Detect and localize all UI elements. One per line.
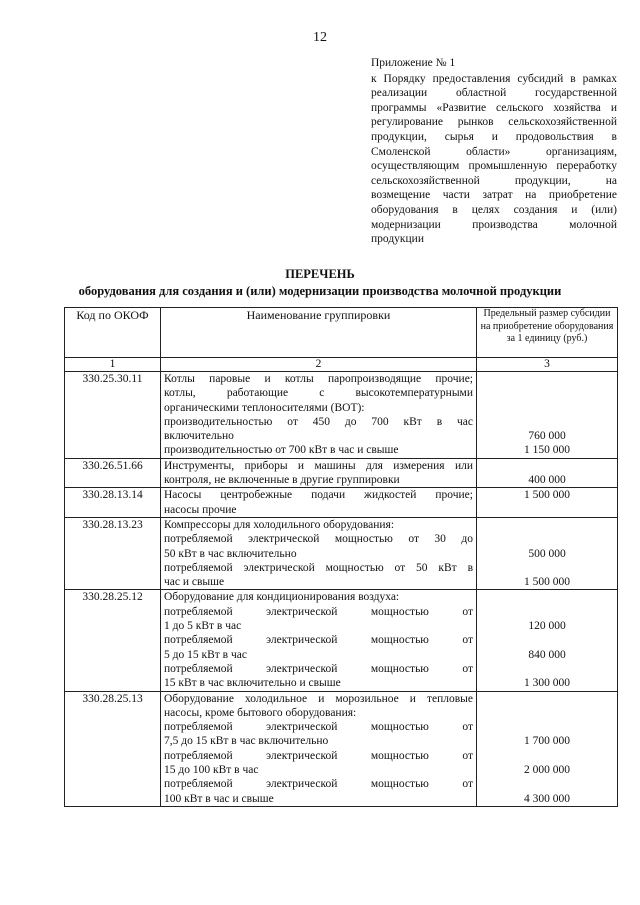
appendix-block <box>371 56 617 247</box>
group-name-line: потребляемой электрической мощностью от <box>164 721 473 734</box>
group-name-line: потребляемой электрической мощностью от 30 до <box>164 533 473 546</box>
subsidy-limit <box>477 488 618 518</box>
group-name <box>161 590 477 691</box>
header-name: Наименование группировки <box>161 308 477 358</box>
subsidy-value: 500 000 <box>528 547 566 560</box>
group-name-line: 50 кВт в час включительно <box>164 547 297 560</box>
group-name-line: Насосы центробежные подачи жидкостей прочие; <box>164 489 473 502</box>
subsidy-blank <box>480 706 614 720</box>
group-name <box>161 488 477 518</box>
table-row <box>65 517 618 589</box>
subsidy-blank <box>480 777 614 791</box>
appendix-line: модернизации производства молочной <box>371 218 617 231</box>
column-number: 3 <box>477 358 618 372</box>
okof-code: 330.28.25.12 <box>65 590 161 691</box>
subsidy-value: 760 000 <box>528 430 566 443</box>
group-name-line: 5 до 15 кВт в час <box>164 648 247 661</box>
table-body <box>65 372 618 807</box>
appendix-line: возмещение части затрат на приобретение <box>371 189 617 202</box>
group-name-line: включительно <box>164 430 234 443</box>
group-name-line: производительностью от 700 кВт в час и свыше <box>164 444 399 457</box>
group-name-line: Котлы паровые и котлы паропроизводящие прочие; <box>164 373 473 385</box>
group-name-line: 7,5 до 15 кВт в час включительно <box>164 735 329 748</box>
equipment-table <box>64 307 618 807</box>
appendix-line: регулирование рынков сельскохозяйственной <box>371 116 617 129</box>
okof-code: 330.28.25.13 <box>65 691 161 806</box>
page-number: 12 <box>313 30 327 45</box>
subsidy-blank <box>480 590 614 604</box>
group-name-line: потребляемой электрической мощностью от 50 кВт в <box>164 561 473 574</box>
appendix-body <box>371 72 617 247</box>
group-name-line: потребляемой электрической мощностью от <box>164 778 473 791</box>
header-limit: Предельный размер субсидии на приобретение оборудования за 1 единицу (руб.) <box>477 308 618 358</box>
subsidy-limit <box>477 590 618 691</box>
subsidy-blank <box>480 401 614 415</box>
table-row <box>65 488 618 518</box>
column-number: 2 <box>161 358 477 372</box>
group-name-line: потребляемой электрической мощностью от <box>164 749 473 762</box>
group-name-line: Компрессоры для холодильного оборудования: <box>164 518 395 531</box>
group-name-line: 15 кВт в час включительно и свыше <box>164 677 341 690</box>
group-name-line: насосы прочие <box>164 503 237 516</box>
appendix-line: к Порядку предоставления субсидий в рамках <box>371 72 617 85</box>
subsidy-blank <box>480 662 614 676</box>
column-number: 1 <box>65 358 161 372</box>
subsidy-limit <box>477 517 618 589</box>
subsidy-value: 1 500 000 <box>524 576 570 589</box>
subsidy-blank <box>480 605 614 619</box>
subsidy-value: 4 300 000 <box>524 792 570 805</box>
subsidy-blank <box>480 372 614 386</box>
subsidy-blank <box>480 518 614 532</box>
okof-code: 330.26.51.66 <box>65 458 161 488</box>
header-code: Код по ОКОФ <box>65 308 161 358</box>
table-row <box>65 372 618 459</box>
list-title: ПЕРЕЧЕНЬ <box>285 267 355 281</box>
subsidy-blank <box>480 415 614 429</box>
subsidy-blank <box>480 633 614 647</box>
table-header-row <box>65 308 618 358</box>
subsidy-limit <box>477 691 618 806</box>
subsidy-value: 1 150 000 <box>524 444 570 457</box>
appendix-line: продукции, сырья и продовольствия в <box>371 130 617 143</box>
subsidy-value: 2 000 000 <box>524 764 570 777</box>
subsidy-value: 120 000 <box>528 620 566 633</box>
appendix-line: реализации областной государственной <box>371 87 617 100</box>
group-name <box>161 691 477 806</box>
group-name <box>161 372 477 459</box>
okof-code: 330.28.13.23 <box>65 517 161 589</box>
column-number-row <box>65 358 618 372</box>
group-name <box>161 517 477 589</box>
group-name-line: час и свыше <box>164 576 225 589</box>
group-name-line: производительностью от 450 до 700 кВт в час <box>164 415 473 428</box>
appendix-line: программы «Развитие сельского хозяйства и <box>371 101 617 114</box>
appendix-line: осуществляющим промышленную переработку <box>371 160 617 173</box>
table-row <box>65 691 618 806</box>
subsidy-blank <box>480 532 614 546</box>
list-subtitle: оборудования для создания и (или) модернизации производства молочной продукции <box>78 284 562 298</box>
subsidy-blank <box>480 561 614 575</box>
subsidy-limit <box>477 458 618 488</box>
subsidy-value: 1 700 000 <box>524 735 570 748</box>
appendix-line: Смоленской области» организациям, <box>371 145 617 158</box>
group-name-line: органическими теплоносителями (ВОТ): <box>164 401 365 414</box>
group-name-line: насосы, кроме бытового оборудования: <box>164 706 357 719</box>
appendix-title: Приложение № 1 <box>371 57 456 69</box>
subsidy-blank <box>480 459 614 473</box>
table-row <box>65 590 618 691</box>
group-name-line: котлы, работающие с высокотемпературными <box>164 387 473 400</box>
subsidy-value: 400 000 <box>528 474 566 487</box>
subsidy-blank <box>480 503 614 517</box>
subsidy-blank <box>480 692 614 706</box>
subsidy-value: 1 300 000 <box>524 677 570 690</box>
group-name-line: контроля, не включенные в другие группировки <box>164 474 400 487</box>
subsidy-value: 1 500 000 <box>524 489 570 502</box>
okof-code: 330.25.30.11 <box>65 372 161 459</box>
okof-code: 330.28.13.14 <box>65 488 161 518</box>
group-name-line: 1 до 5 кВт в час <box>164 620 242 633</box>
group-name-line: потребляемой электрической мощностью от <box>164 605 473 618</box>
group-name-line: потребляемой электрической мощностью от <box>164 662 473 675</box>
group-name-line: Оборудование для кондиционирования воздуха: <box>164 591 400 604</box>
appendix-line: продукции <box>371 233 424 246</box>
list-heading <box>0 266 640 300</box>
appendix-line: оборудования в целях создания и (или) <box>371 203 617 216</box>
group-name-line: 100 кВт в час и свыше <box>164 792 274 805</box>
subsidy-value: 840 000 <box>528 648 566 661</box>
group-name-line: потребляемой электрической мощностью от <box>164 634 473 647</box>
group-name-line: 15 до 100 кВт в час <box>164 764 259 777</box>
appendix-line: сельскохозяйственной продукции, на <box>371 174 617 187</box>
table-row <box>65 458 618 488</box>
subsidy-blank <box>480 720 614 734</box>
subsidy-limit <box>477 372 618 459</box>
group-name <box>161 458 477 488</box>
group-name-line: Инструменты, приборы и машины для измерения или <box>164 459 473 472</box>
subsidy-blank <box>480 749 614 763</box>
subsidy-blank <box>480 386 614 400</box>
group-name-line: Оборудование холодильное и морозильное и тепловые <box>164 692 473 705</box>
